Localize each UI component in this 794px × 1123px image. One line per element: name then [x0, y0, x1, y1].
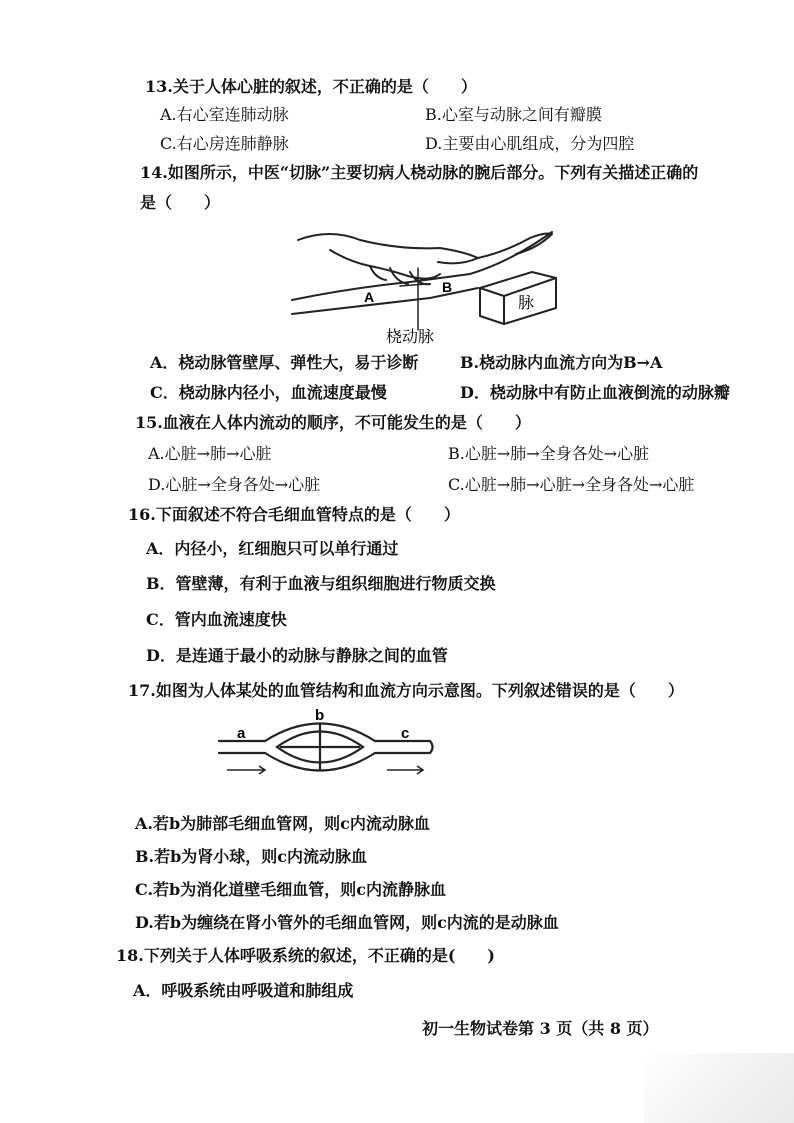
q15-option-b: B.心脏→肺→全身各处→心脏: [448, 444, 650, 463]
q15-stem: 15.血液在人体内流动的顺序，不可能发生的是（ ）: [135, 413, 531, 432]
q15-option-c: C.心脏→肺→心脏→全身各处→心脏: [448, 475, 695, 494]
q16-option-a: A．内径小，红细胞只可以单行通过: [146, 539, 399, 558]
q15-option-d: D.心脏→全身各处→心脏: [148, 475, 321, 494]
q14-option-c: C．桡动脉内径小，血流速度最慢: [150, 383, 387, 402]
label-vessel-c: c: [401, 725, 410, 742]
q14-option-b: B.桡动脉内血流方向为B→A: [460, 353, 663, 372]
q17-stem: 17.如图为人体某处的血管结构和血流方向示意图。下列叙述错误的是（ ）: [128, 681, 684, 700]
q13-stem: 13.关于人体心脏的叙述，不正确的是（ ）: [145, 77, 477, 96]
label-vessel-a: a: [237, 725, 246, 742]
q14-stem-line2: 是（ ）: [140, 193, 221, 212]
q17-option-c: C.若b为消化道壁毛细血管，则c内流静脉血: [135, 880, 446, 899]
vessel-c: [375, 741, 433, 753]
doctor-hand: [298, 234, 478, 263]
vessel-a: [219, 741, 265, 753]
q14-option-d: D．桡动脉中有防止血液倒流的动脉瓣: [460, 383, 730, 402]
q18-stem: 18.下列关于人体呼吸系统的叙述，不正确的是( ): [116, 946, 495, 965]
q17-option-a: A.若b为肺部毛细血管网，则c内流动脉血: [135, 814, 430, 833]
label-b: B: [442, 279, 453, 295]
scan-corner-shade: [644, 1053, 794, 1123]
q18-option-a: A．呼吸系统由呼吸道和肺组成: [133, 981, 354, 1000]
q16-stem: 16.下面叙述不符合毛细血管特点的是（ ）: [128, 505, 460, 524]
q16-option-b: B．管壁薄，有利于血液与组织细胞进行物质交换: [146, 574, 496, 593]
q17-option-b: B.若b为肾小球，则c内流动脉血: [135, 847, 368, 866]
forearm-outline: [292, 232, 552, 300]
q15-option-a: A.心脏→肺→心脏: [148, 444, 272, 463]
q16-option-c: C．管内血流速度快: [146, 610, 287, 629]
flow-arrow-out: [387, 766, 423, 774]
flow-arrow-in: [227, 766, 265, 774]
q16-option-d: D．是连通于最小的动脉与静脉之间的血管: [146, 646, 448, 665]
pulse-figure: [290, 222, 562, 344]
label-a: A: [364, 289, 375, 305]
q13-option-c: C.右心房连肺静脉: [160, 134, 289, 153]
q17-option-d: D.若b为缠绕在肾小管外的毛细血管网，则c内流的是动脉血: [135, 913, 559, 932]
q13-option-d: D.主要由心肌组成，分为四腔: [425, 134, 635, 153]
artery-label: 桡动脉: [386, 327, 435, 344]
q13-option-b: B.心室与动脉之间有瓣膜: [425, 105, 602, 124]
box-label: 脉: [518, 293, 535, 312]
q14-stem-line1: 14.如图所示，中医“切脉”主要切病人桡动脉的腕后部分。下列有关描述正确的: [140, 163, 699, 182]
vessel-figure: [215, 708, 440, 780]
label-vessel-b: b: [315, 708, 325, 724]
page-footer: 初一生物试卷第 3 页（共 8 页）: [422, 1019, 659, 1038]
q14-option-a: A．桡动脉管壁厚、弹性大，易于诊断: [150, 353, 419, 372]
q13-option-a: A.右心室连肺动脉: [160, 105, 289, 124]
